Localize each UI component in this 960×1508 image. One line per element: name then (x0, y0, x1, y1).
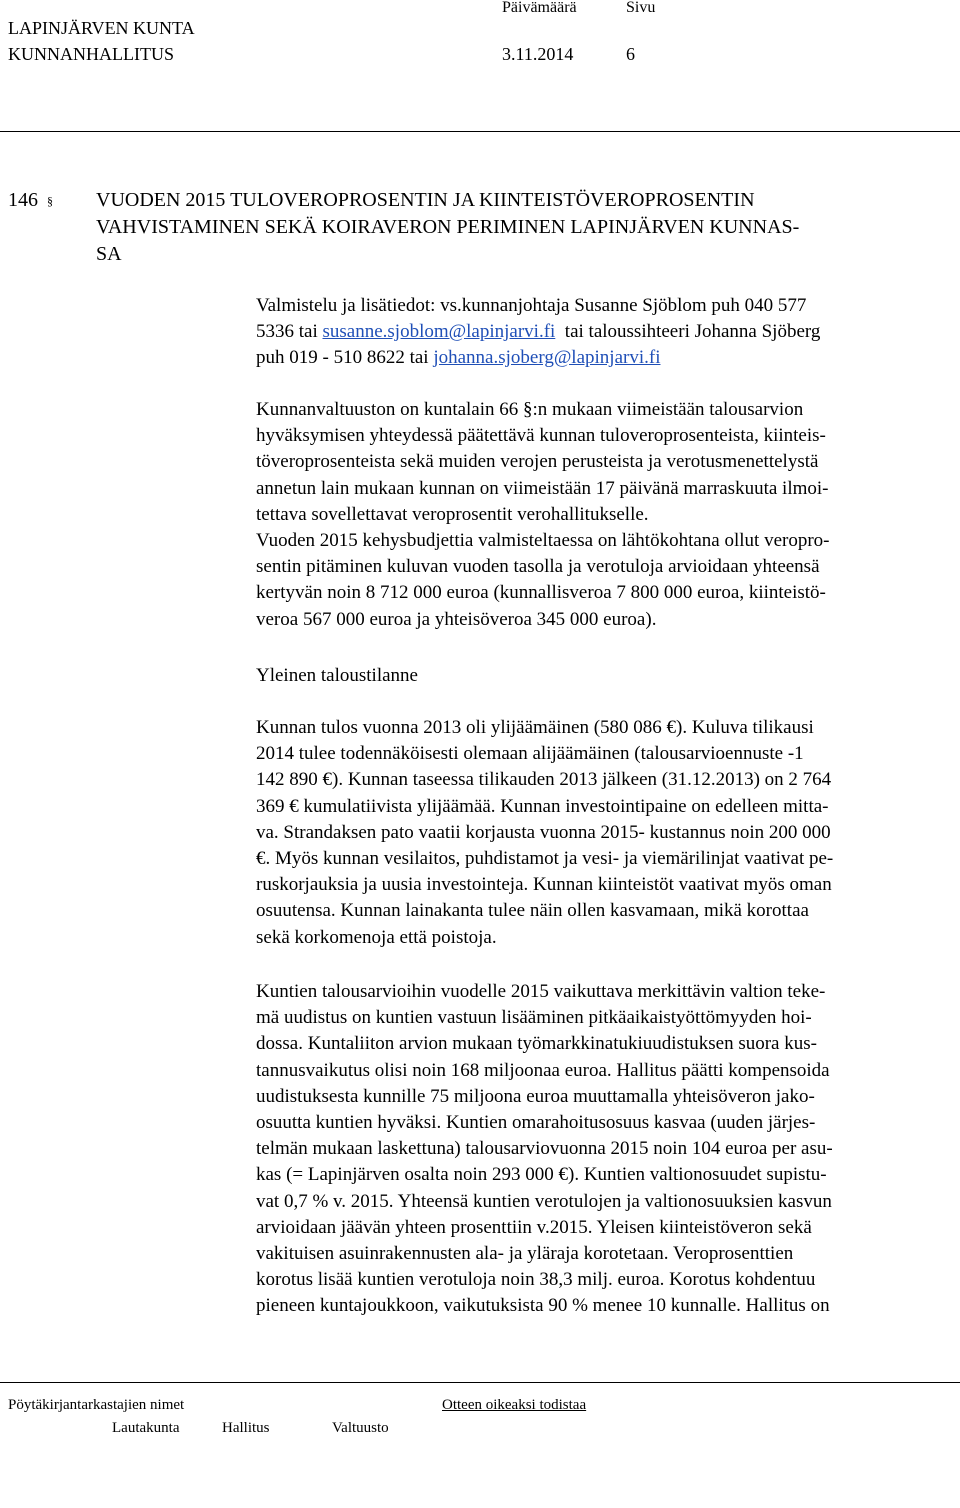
text-line: pieneen kuntajoukkoon, vaikutuksista 90 % menee 10 kunnalle. Hallitus on (256, 1295, 830, 1317)
footer-hallitus: Hallitus (222, 1420, 270, 1436)
reviewers-label: Pöytäkirjantarkastajien nimet (8, 1397, 185, 1413)
footer-lautakunta: Lautakunta (112, 1420, 180, 1436)
text-line: tettava sovellettavat veroprosentit verohallitukselle. (256, 503, 649, 525)
item-title (96, 187, 799, 268)
preparation-line: 5336 tai susanne.sjoblom@lapinjarvi.fi tai taloussihteeri Johanna Sjöberg (256, 321, 821, 343)
meeting-date: 3.11.2014 (502, 44, 574, 64)
certified-label: Otteen oikeaksi todistaa (442, 1397, 587, 1413)
text-line: 2014 tulee todennäköisesti olemaan alijäämäinen (talousarvioennuste -1 (256, 743, 804, 765)
paragraph-state-reforms (256, 979, 833, 1320)
text-line: vakituisen asuinrakennusten ala- ja yläraja korotetaan. Veroprosenttien (256, 1243, 794, 1265)
paragraph-financial-situation (256, 715, 833, 951)
text-line: mä uudistus on kuntien vastuun lisääminen pitkäaikaistyöttömyyden hoi- (256, 1007, 812, 1029)
text-line: arvioidaan jäävän yhteen prosenttiin v.2015. Yleisen kiinteistöveron sekä (256, 1216, 812, 1238)
email-link-sjoblom[interactable]: susanne.sjoblom@lapinjarvi.fi (322, 321, 556, 343)
text-line: uudistuksesta kunnille 75 miljoona euroa muuttamalla yhteisöveron jako- (256, 1085, 815, 1107)
email-link-sjoberg[interactable]: johanna.sjoberg@lapinjarvi.fi (433, 347, 661, 369)
paragraph-tax-rates (256, 397, 829, 633)
footer-divider (0, 1382, 960, 1383)
header-divider (0, 131, 960, 132)
body-name: KUNNANHALLITUS (8, 44, 174, 64)
preparation-info (256, 293, 820, 372)
page-label: Sivu (626, 0, 656, 16)
text-line: kas (= Lapinjärven osalta noin 293 000 €). Kuntien valtionosuudet supistu- (256, 1164, 827, 1186)
text-line: ruskorjauksia ja uusia investointeja. Kunnan kiinteistöt vaativat myös oman (256, 874, 832, 896)
item-title-line: SA (96, 243, 122, 265)
text-line: kertyvän noin 8 712 000 euroa (kunnallisveroa 7 800 000 euroa, kiinteistö- (256, 582, 826, 604)
text-line: Kunnan tulos vuonna 2013 oli ylijäämäinen (580 086 €). Kuluva tilikausi (256, 717, 814, 738)
item-title-line: VUODEN 2015 TULOVEROPROSENTIN JA KIINTEISTÖVEROPROSENTIN (96, 189, 755, 211)
text-line: osuutensa. Kunnan lainakanta tulee näin ollen kasvamaan, mikä korottaa (256, 900, 809, 922)
item-title-line: VAHVISTAMINEN SEKÄ KOIRAVERON PERIMINEN LAPINJÄRVEN KUNNAS- (96, 216, 800, 238)
text-line: Vuoden 2015 kehysbudjettia valmisteltaessa on lähtökohtana ollut veropro- (256, 530, 830, 552)
preparation-line: Valmistelu ja lisätiedot: vs.kunnanjohtaja Susanne Sjöblom puh 040 577 (256, 295, 807, 316)
date-label: Päivämäärä (502, 0, 577, 16)
text-line: dossa. Kuntaliiton arvion mukaan työmarkkinatukiuudistuksen suora kus- (256, 1033, 817, 1055)
text-line: vat 0,7 % v. 2015. Yhteensä kuntien verotulojen ja valtionosuuksien kasvun (256, 1190, 832, 1212)
section-symbol: § (47, 193, 53, 208)
text-line: Kunnanvaltuuston on kuntalain 66 §:n mukaan viimeistään talousarvion (256, 399, 804, 420)
footer-valtuusto: Valtuusto (332, 1420, 389, 1436)
preparation-line: puh 019 - 510 8622 tai johanna.sjoberg@lapinjarvi.fi (256, 347, 661, 369)
text-line: 369 € kumulatiivista ylijäämää. Kunnan investointipaine on edelleen mitta- (256, 795, 829, 817)
item-number: 146 § (8, 189, 53, 211)
text-line: sentin pitäminen kuluvan vuoden tasolla ja verotuloja arvioidaan yhteensä (256, 556, 820, 578)
subheading: Yleinen taloustilanne (256, 665, 418, 686)
text-line: annetun lain mukaan kunnan on viimeistään 17 päivänä marraskuuta ilmoi- (256, 477, 829, 499)
text-line: töveroprosenteista sekä muiden verojen perusteista ja verotusmenettelystä (256, 451, 819, 473)
text-line: 142 890 €). Kunnan taseessa tilikauden 2013 jälkeen (31.12.2013) on 2 764 (256, 769, 832, 791)
org-name: LAPINJÄRVEN KUNTA (8, 18, 195, 38)
text-line: osuutta kuntien hyväksi. Kuntien omarahoitusosuus kasvaa (uuden järjes- (256, 1112, 816, 1134)
text-line: korotus lisää kuntien verotuloja noin 38,3 milj. euroa. Korotus kohdentuu (256, 1269, 816, 1291)
text-line: €. Myös kunnan vesilaitos, puhdistamot ja vesi- ja viemärilinjat vaativat pe- (256, 848, 834, 870)
text-line: tannusvaikutus olisi noin 168 miljoonaa euroa. Hallitus päätti kompensoida (256, 1059, 830, 1081)
text-line: telmän mukaan laskettuna) talousarviovuonna 2015 noin 104 euroa per asu- (256, 1138, 833, 1160)
text-line: sekä korkomenoja että poistoja. (256, 926, 497, 948)
text-line: Kuntien talousarvioihin vuodelle 2015 vaikuttava merkittävin valtion teke- (256, 981, 826, 1002)
text-line: va. Strandaksen pato vaatii korjausta vuonna 2015- kustannus noin 200 000 (256, 821, 831, 843)
text-line: hyväksymisen yhteydessä päätettävä kunnan tuloveroprosenteista, kiinteis- (256, 425, 826, 447)
page-number: 6 (626, 44, 635, 64)
text-line: veroa 567 000 euroa ja yhteisöveroa 345 000 euroa). (256, 608, 657, 630)
